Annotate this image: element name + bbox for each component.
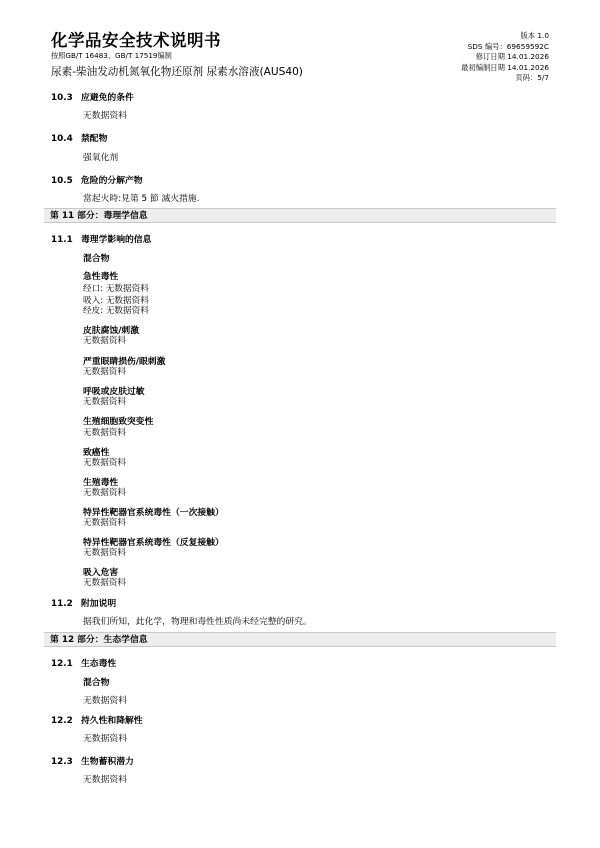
section-10-5-text: 當起火時:見第 5 節 滅火措施. <box>83 194 200 204</box>
part-11-band: 第 11 部分：毒理学信息 <box>44 208 556 223</box>
document-title: 化学品安全技术说明书 <box>51 31 221 50</box>
skin-corrosion-heading: 皮肤腐蚀/刺激 <box>83 326 139 336</box>
sensitization-text: 无数据资料 <box>83 397 126 407</box>
mixture-heading: 混合物 <box>83 254 110 264</box>
skin-corrosion-text: 无数据资料 <box>83 336 126 346</box>
acute-dermal: 经皮: 无数据资料 <box>83 306 149 317</box>
section-12-2-text: 无数据资料 <box>83 734 127 744</box>
stot-single-text: 无数据资料 <box>83 518 126 528</box>
version: 版本 1.0 <box>520 31 549 40</box>
section-11-2-text: 据我们所知，此化学，物理和毒性性质尚未经完整的研究。 <box>83 617 312 627</box>
section-10-3-text: 无数据资料 <box>83 111 127 121</box>
part-12-band: 第 12 部分：生态学信息 <box>44 632 556 647</box>
acute-toxicity-values <box>83 284 149 317</box>
carcinogenicity-text: 无数据资料 <box>83 458 126 468</box>
carcinogenicity-heading: 致癌性 <box>83 448 110 458</box>
sds-number: SDS 编号：69659592C <box>467 41 549 51</box>
section-12-3-heading: 12.3 生物蓄积潜力 <box>51 757 134 767</box>
eye-damage-heading: 严重眼睛损伤/眼刺激 <box>83 357 166 367</box>
reproductive-toxicity-heading: 生殖毒性 <box>83 478 119 488</box>
section-11-2-heading: 11.2 附加说明 <box>51 599 117 609</box>
section-12-2-heading: 12.2 持久性和降解性 <box>51 716 143 726</box>
mutagenicity-text: 无数据资料 <box>83 428 126 438</box>
section-12-1-heading: 12.1 生态毒性 <box>51 659 117 669</box>
section-10-3-heading: 10.3 应避免的条件 <box>51 93 134 103</box>
page-number: 页码：5/7 <box>515 73 549 83</box>
section-10-4-heading: 10.4 禁配物 <box>51 134 108 144</box>
first-issue-date: 最初编制日期 14.01.2026 <box>461 62 549 72</box>
product-name: 尿素-柴油发动机氮氧化物还原剂 尿素水溶液(AUS40) <box>51 66 303 78</box>
revision-date: 修订日期 14.01.2026 <box>475 52 549 62</box>
document-standard: 按照GB/T 16483、GB/T 17519编制 <box>51 51 172 60</box>
aspiration-hazard-text: 无数据资料 <box>83 578 126 588</box>
reproductive-toxicity-text: 无数据资料 <box>83 488 126 498</box>
section-11-1-heading: 11.1 毒理学影响的信息 <box>51 235 152 245</box>
stot-single-heading: 特异性靶器官系统毒性（一次接触） <box>83 508 224 518</box>
eye-damage-text: 无数据资料 <box>83 367 126 377</box>
section-10-5-heading: 10.5 危险的分解产物 <box>51 176 143 186</box>
section-12-3-text: 无数据资料 <box>83 775 127 785</box>
mutagenicity-heading: 生殖细胞致突变性 <box>83 417 154 427</box>
ecotox-mixture-heading: 混合物 <box>83 678 110 688</box>
stot-repeated-text: 无数据资料 <box>83 548 126 558</box>
stot-repeated-heading: 特异性靶器官系统毒性（反复接触） <box>83 538 224 548</box>
acute-inhalation: 吸入: 无数据资料 <box>83 296 149 307</box>
sensitization-heading: 呼吸或皮肤过敏 <box>83 387 145 397</box>
acute-toxicity-heading: 急性毒性 <box>83 272 119 282</box>
aspiration-hazard-heading: 吸入危害 <box>83 568 119 578</box>
section-10-4-text: 强氧化剂 <box>83 153 119 163</box>
ecotox-mixture-text: 无数据资料 <box>83 696 127 706</box>
document-meta <box>461 31 549 84</box>
acute-oral: 经口: 无数据资料 <box>83 284 149 294</box>
